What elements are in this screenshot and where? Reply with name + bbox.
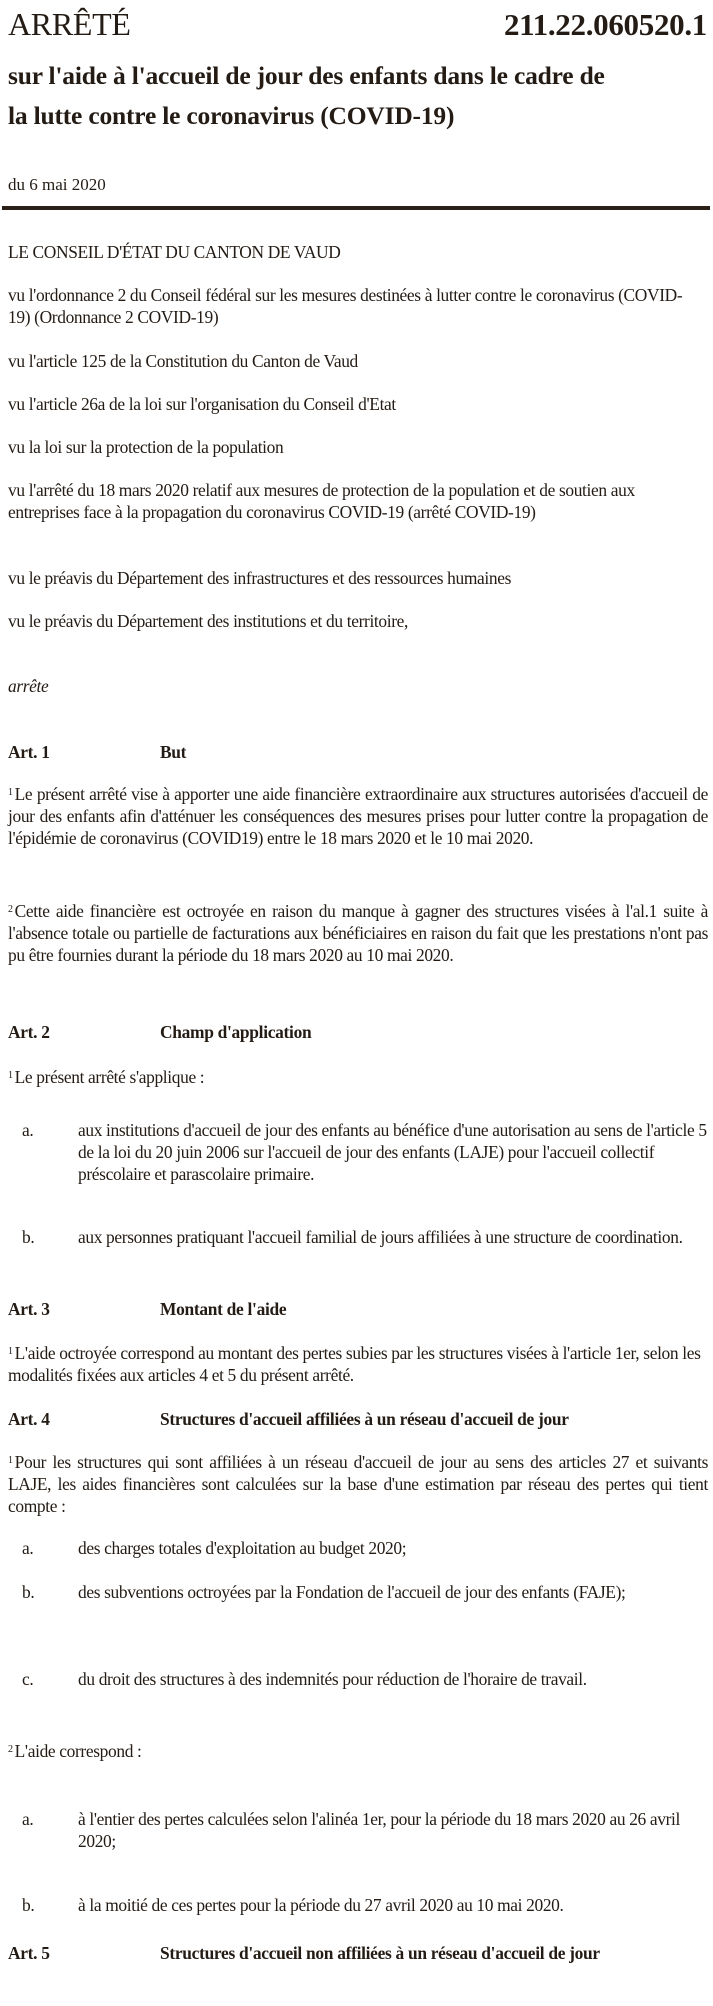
article-title: Montant de l'aide [160, 1299, 287, 1319]
list-item-text: à la moitié de ces pertes pour la période du 27 avril 2020 au 10 mai 2020. [78, 1895, 564, 1915]
paragraph-number: 2 [8, 904, 13, 915]
list-item-text: des subventions octroyées par la Fondation de l'accueil de jour des enfants (FAJE); [78, 1582, 626, 1602]
consideration: vu l'article 26a de la loi sur l'organisation du Conseil d'Etat [8, 394, 396, 414]
list-item-text: à l'entier des pertes calculées selon l'alinéa 1er, pour la période du 18 mars 2020 au 26 avril 2020; [78, 1809, 681, 1851]
document-date: du 6 mai 2020 [8, 175, 106, 194]
list-item-letter: b. [22, 1895, 35, 1915]
paragraph-text: L'aide correspond : [14, 1741, 142, 1761]
document-type: ARRÊTÉ [8, 6, 131, 42]
document-header [8, 6, 707, 43]
article-title: Structures d'accueil affiliées à un réseau d'accueil de jour [160, 1409, 569, 1429]
header-divider [2, 206, 710, 210]
paragraph-text: L'aide octroyée correspond au montant des pertes subies par les structures visées à l'article 1er, selon les modalités fixées aux articles 4 et 5 du présent arrêté. [8, 1343, 701, 1385]
paragraph-text: Le présent arrêté s'applique : [14, 1067, 205, 1087]
article-number: Art. 1 [8, 742, 50, 762]
consideration: vu l'ordonnance 2 du Conseil fédéral sur les mesures destinées à lutter contre le coronavirus (COVID-19) (Ordonnance 2 COVID-19) [8, 285, 683, 327]
list-item-text: aux institutions d'accueil de jour des enfants au bénéfice d'une autorisation au sens de l'article 5 de la loi du 20 juin 2006 sur l'accueil de jour des enfants (LAJE) pour l'accueil collectif préscolaire et parascolaire primaire. [78, 1120, 707, 1184]
paragraph-number: 1 [8, 1346, 13, 1357]
issuing-authority: LE CONSEIL D'ÉTAT DU CANTON DE VAUD [8, 242, 341, 262]
list-item-text: aux personnes pratiquant l'accueil familial de jours affiliées à une structure de coordination. [78, 1227, 683, 1247]
document-title [8, 56, 709, 136]
paragraph-number: 2 [8, 1744, 13, 1755]
article-paragraph [8, 783, 708, 849]
title-line-1: sur l'aide à l'accueil de jour des enfants dans le cadre de [8, 61, 605, 90]
consideration: vu la loi sur la protection de la population [8, 437, 284, 457]
list-item-letter: a. [22, 1809, 34, 1829]
article-title: Champ d'application [160, 1022, 312, 1042]
paragraph-number: 1 [8, 1070, 13, 1081]
article-title: Structures d'accueil non affiliées à un réseau d'accueil de jour [160, 1943, 600, 1963]
consideration: vu l'arrêté du 18 mars 2020 relatif aux mesures de protection de la population et de soutien aux entreprises face à la propagation du coronavirus COVID-19 (arrêté COVID-19) [8, 480, 635, 522]
paragraph-text: Cette aide financière est octroyée en raison du manque à gagner des structures visées à l'al.1 suite à l'absence totale ou partielle de facturations aux bénéficiaires en raison du fait que les prestations n'ont pas pu être fournies durant la période du 18 mars 2020 au 10 mai 2020. [8, 901, 708, 965]
paragraph-number: 1 [8, 787, 13, 798]
article-number: Art. 4 [8, 1409, 50, 1429]
consideration: vu le préavis du Département des institutions et du territoire, [8, 611, 409, 631]
document-reference: 211.22.060520.1 [503, 7, 707, 42]
article-paragraph [8, 1342, 708, 1386]
article-paragraph [8, 1451, 708, 1517]
article-title: But [160, 742, 187, 762]
consideration: vu l'article 125 de la Constitution du Canton de Vaud [8, 351, 358, 371]
list-item-text: du droit des structures à des indemnités pour réduction de l'horaire de travail. [78, 1669, 587, 1689]
list-item-text: des charges totales d'exploitation au budget 2020; [78, 1538, 407, 1558]
list-item-letter: b. [22, 1227, 35, 1247]
article-paragraph [8, 1740, 708, 1762]
consideration: vu le préavis du Département des infrastructures et des ressources humaines [8, 568, 512, 588]
list-item-letter: a. [22, 1538, 34, 1558]
list-item-letter: c. [22, 1669, 34, 1689]
article-number: Art. 2 [8, 1022, 50, 1042]
title-line-2: la lutte contre le coronavirus (COVID-19) [8, 101, 455, 130]
article-paragraph [8, 900, 708, 966]
article-number: Art. 5 [8, 1943, 50, 1963]
decree-word: arrête [8, 676, 49, 696]
paragraph-text: Pour les structures qui sont affiliées à un réseau d'accueil de jour au sens des articles 27 et suivants LAJE, les aides financières sont calculées sur la base d'une estimation par réseau des pertes qui tient compte : [8, 1452, 708, 1516]
article-paragraph [8, 1066, 708, 1088]
list-item-letter: a. [22, 1120, 34, 1140]
article-number: Art. 3 [8, 1299, 50, 1319]
paragraph-number: 1 [8, 1455, 13, 1466]
paragraph-text: Le présent arrêté vise à apporter une aide financière extraordinaire aux structures autorisées d'accueil de jour des enfants afin d'atténuer les conséquences des mesures prises pour lutter contre la propagation de l'épidémie de coronavirus (COVID19) entre le 18 mars 2020 et le 10 mai 2020. [8, 784, 708, 848]
list-item-letter: b. [22, 1582, 35, 1602]
